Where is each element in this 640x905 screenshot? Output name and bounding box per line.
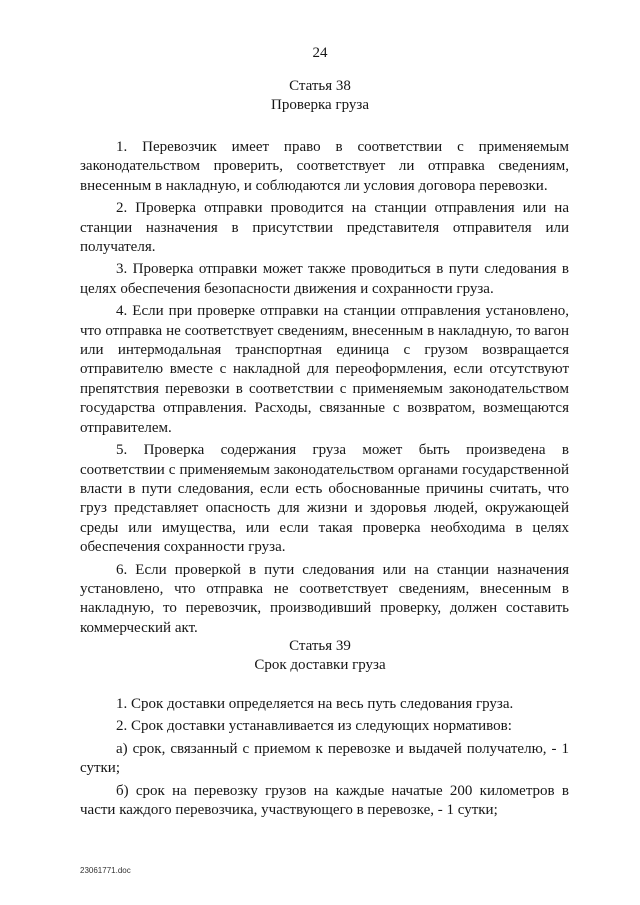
article-number: Статья 38 <box>289 78 351 94</box>
document-filename: 23061771.doc <box>80 866 131 875</box>
paragraph: 5. Проверка содержания груза может быть произведена в соответствии с применяемым законодательством органами государственной власти в пути следования, если есть обоснованные причины считать, что груз представляет опасность для жизни и здоровья людей, окружающей среды или имущества, или если такая проверка необходима в целях обеспечения сохранности груза. <box>80 442 569 556</box>
paragraph: 3. Проверка отправки может также проводиться в пути следования в целях обеспечения безопасности движения и сохранности груза. <box>80 261 569 297</box>
paragraph: а) срок, связанный с приемом к перевозке и выдачей получателю, - 1 сутки; <box>80 740 569 777</box>
paragraph: б) срок на перевозку грузов на каждые начатые 200 километров в части каждого перевозчика, участвующего в перевозке, - 1 сутки; <box>80 782 569 819</box>
article-38-heading <box>0 77 640 115</box>
page-number: 24 <box>312 45 328 61</box>
article-title: Срок доставки груза <box>254 657 386 673</box>
paragraph: 1. Перевозчик имеет право в соответствии с применяемым законодательством проверить, соответствует ли отправка сведениям, внесенным в накладную, и соблюдаются ли условия договора перевозки. <box>80 139 569 194</box>
paragraph: 1. Срок доставки определяется на весь путь следования груза. <box>116 696 514 712</box>
article-title: Проверка груза <box>271 97 369 113</box>
paragraph: 4. Если при проверке отправки на станции отправления установлено, что отправка не соответствует сведениям, внесенным в накладную, то вагон или интермодальная транспортная единица с грузом возвращается отправителю вместе с накладной для переоформления, если отсутствуют препятствия перевозки в соответствии с применяемым законодательством государства отправления. Расходы, связанные с возвратом, возмещаются отправителем. <box>80 303 569 436</box>
paragraph: 6. Если проверкой в пути следования или на станции назначения установлено, что отправка не соответствует сведениям, внесенным в накладную, то перевозчик, производивший проверку, должен составить коммерческий акт. <box>80 561 569 636</box>
article-38-body <box>80 138 569 641</box>
article-number: Статья 39 <box>289 638 351 654</box>
article-39-body <box>80 695 569 823</box>
article-39-heading <box>0 637 640 675</box>
paragraph: 2. Проверка отправки проводится на станции отправления или на станции назначения в присутствии представителя отправителя или получателя. <box>80 200 569 256</box>
paragraph: 2. Срок доставки устанавливается из следующих нормативов: <box>116 718 512 735</box>
